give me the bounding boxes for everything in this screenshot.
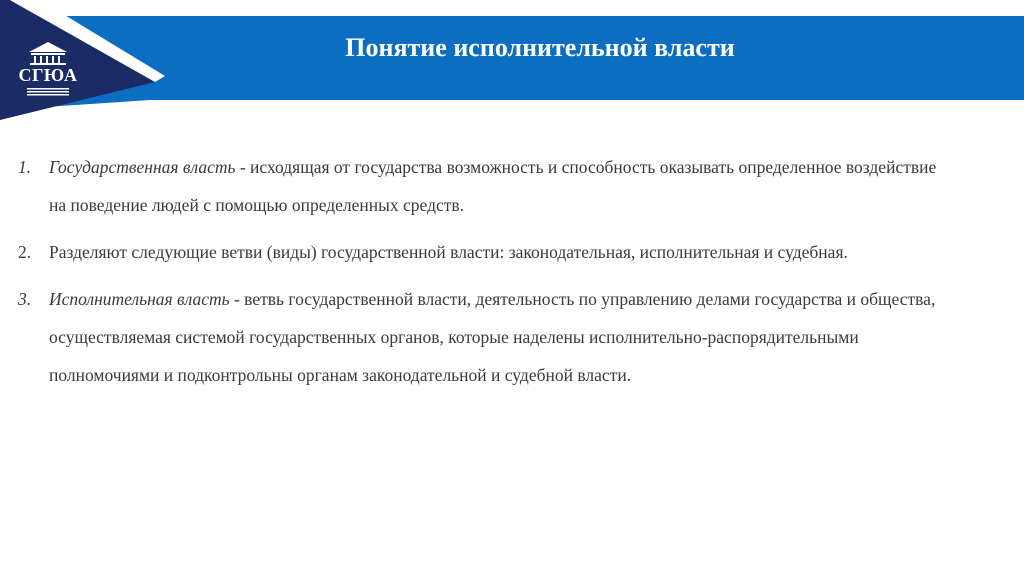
building-icon: [17, 40, 79, 66]
sgua-logo: [17, 40, 79, 98]
content-list: [18, 148, 948, 403]
list-item: [18, 280, 948, 394]
item-term: Исполнительная власть: [49, 289, 230, 309]
logo-base-lines: [17, 87, 79, 97]
item-number: 1.: [18, 157, 32, 177]
item-number: 3.: [18, 289, 32, 309]
slide-title: Понятие исполнительной власти: [345, 33, 735, 62]
header-banner: [0, 0, 1024, 120]
logo-text: СГЮА: [18, 65, 78, 85]
item-number: 2.: [18, 242, 32, 262]
item-term: Государственная власть: [49, 157, 236, 177]
item-text: Разделяют следующие ветви (виды) государственной власти: законодательная, исполнительная и судебная.: [49, 242, 848, 262]
item-text: - исходящая от государства возможность и способность оказывать определенное воздействие на поведение людей с помощью определенных средств.: [49, 157, 937, 215]
item-text: - ветвь государственной власти, деятельность по управлению делами государства и общества, осуществляемая системой государственных органов, которые наделены исполнительно-распорядительными полномочиями и подконтрольны органам законодательной и судебной власти.: [49, 289, 936, 385]
list-item: [18, 233, 948, 271]
list-item: [18, 148, 948, 224]
